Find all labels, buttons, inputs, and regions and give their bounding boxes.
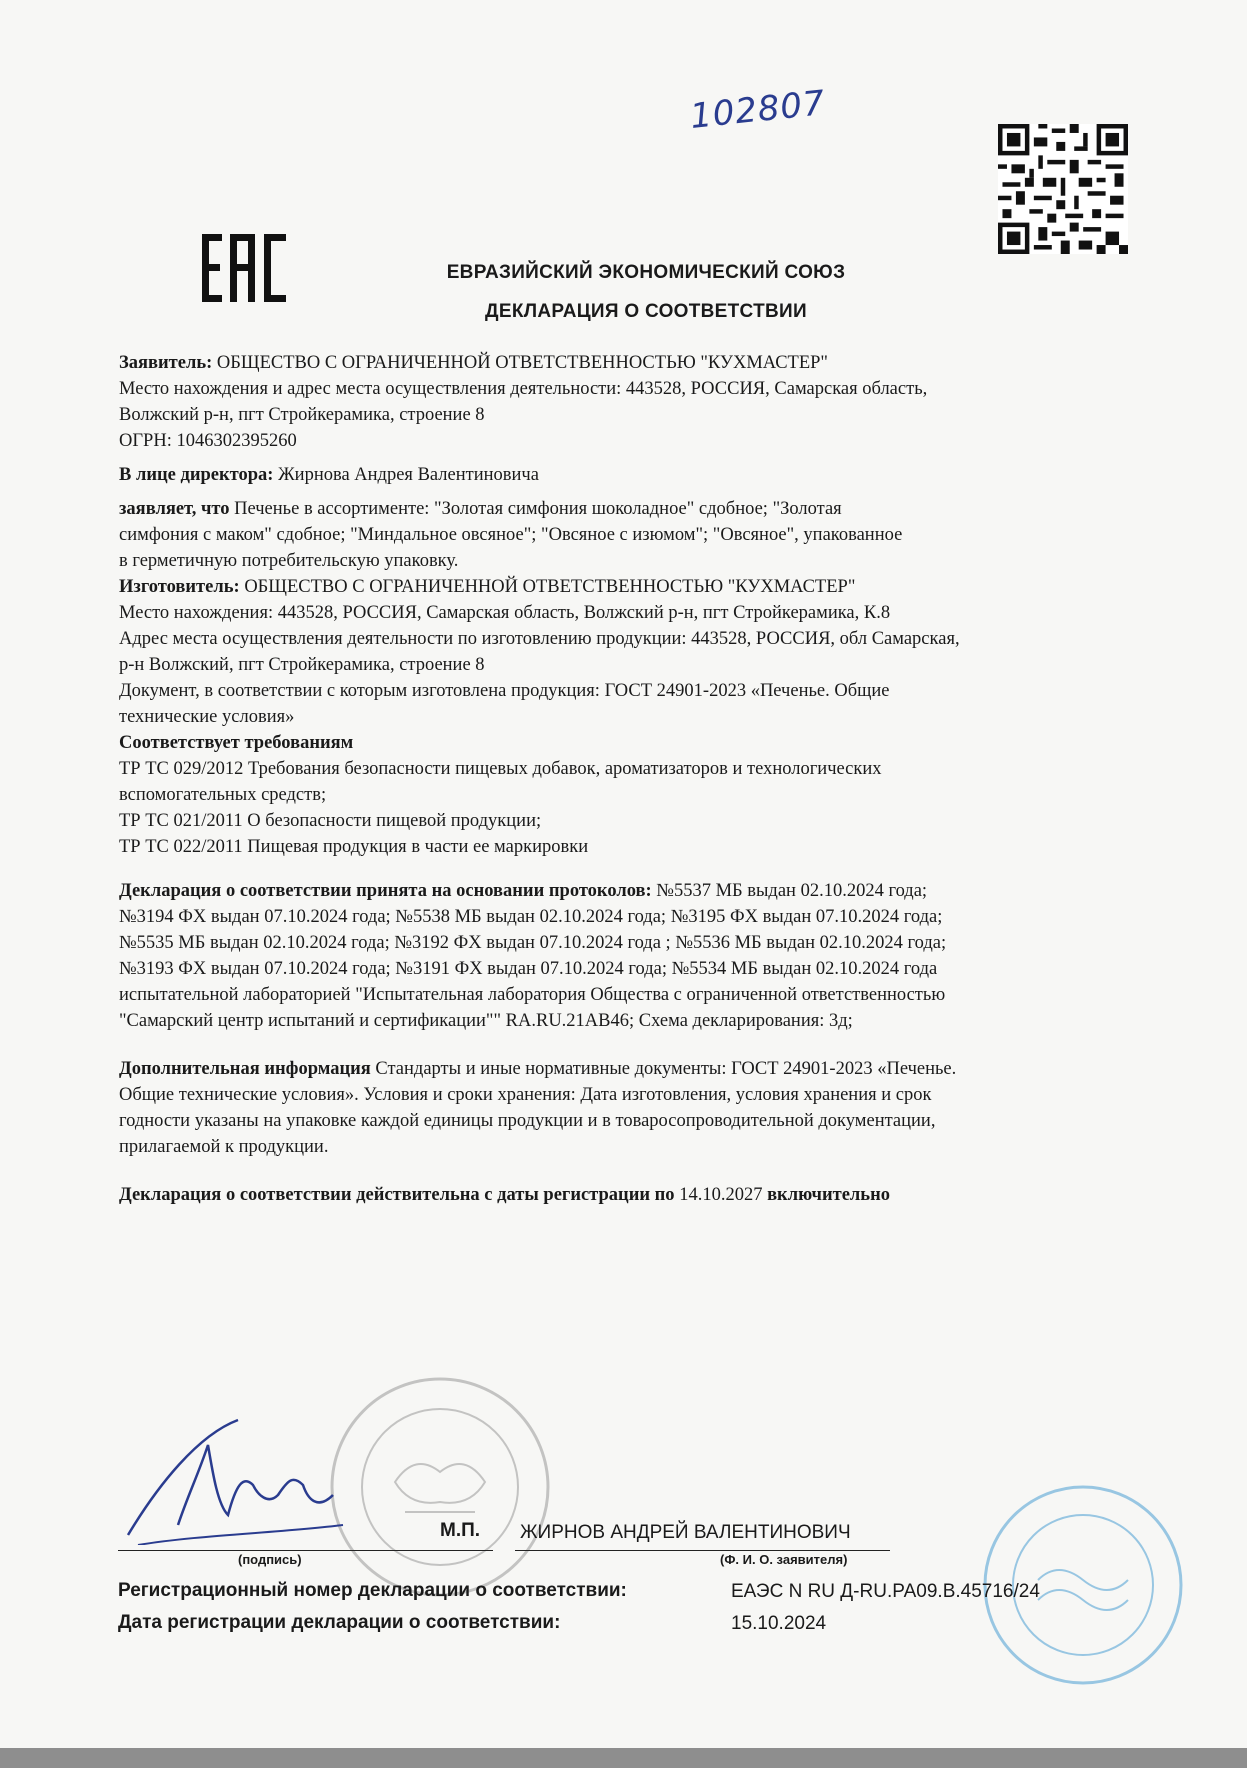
declares-label: заявляет, что (119, 499, 230, 519)
validity-date: 14.10.2027 (679, 1185, 763, 1205)
manufacturer-name: ОБЩЕСТВО С ОГРАНИЧЕННОЙ ОТВЕТСТВЕННОСТЬЮ "КУХМАСТЕР" (244, 577, 856, 597)
scan-edge (0, 1748, 1247, 1768)
validity-line (119, 1182, 1099, 1208)
additional-line-2: Общие технические условия». Условия и сроки хранения: Дата изготовления, условия хранения и срок (119, 1085, 932, 1105)
registration-number-value: ЕАЭС N RU Д-RU.РА09.В.45716/24 (731, 1581, 1040, 1602)
handwritten-number: 102807 (688, 83, 828, 137)
director-label: В лице директора: (119, 465, 274, 485)
registration-number-label: Регистрационный номер декларации о соответствии: (118, 1580, 627, 1601)
additional-line-4: прилагаемой к продукции. (119, 1137, 329, 1157)
declaration-body (119, 350, 1099, 1208)
requirements-heading-text: Соответствует требованиям (119, 733, 354, 753)
signature-block (0, 1380, 1247, 1760)
director-line (119, 462, 1099, 488)
signature-line (118, 1550, 493, 1551)
seal-place-label: М.П. (440, 1520, 481, 1541)
manufacturer-activity-2: р-н Волжский, пгт Стройкерамика, строение 8 (119, 655, 485, 675)
requirement-item: вспомогательных средств; (119, 785, 327, 805)
name-line (515, 1550, 890, 1551)
requirement-item: ТР ТС 029/2012 Требования безопасности пищевых добавок, ароматизаторов и технологических (119, 759, 882, 779)
requirements-heading (119, 730, 1099, 756)
applicant-full-name: ЖИРНОВ АНДРЕЙ ВАЛЕНТИНОВИЧ (520, 1522, 851, 1543)
declares-line-1 (119, 496, 1099, 522)
manufacturer-activity-1: Адрес места осуществления деятельности по изготовлению продукции: 443528, РОССИЯ, обл Самарская, (119, 629, 960, 649)
applicant-ogrn: ОГРН: 1046302395260 (119, 431, 297, 451)
registration-date-label: Дата регистрации декларации о соответствии: (118, 1612, 561, 1633)
declares-line-3: в герметичную потребительскую упаковку. (119, 551, 459, 571)
validity-label: Декларация о соответствии действительна с даты регистрации по (119, 1185, 675, 1205)
signature-caption: (подпись) (238, 1552, 302, 1567)
additional-label: Дополнительная информация (119, 1059, 371, 1079)
protocols-label: Декларация о соответствии принята на основании протоколов: (119, 881, 652, 901)
validity-suffix: включительно (767, 1185, 890, 1205)
protocols-line-3: №5535 МБ выдан 02.10.2024 года; №3192 ФХ выдан 07.10.2024 года ; №5536 МБ выдан 02.10.2024 года; (119, 933, 947, 953)
manufacturer-label: Изготовитель: (119, 577, 240, 597)
protocols-line-1 (119, 878, 1099, 904)
company-stamp-icon (325, 1372, 555, 1602)
manufacturer-doc-1: Документ, в соответствии с которым изготовлена продукция: ГОСТ 24901-2023 «Печенье. Общие (119, 681, 890, 701)
protocols-text-1: №5537 МБ выдан 02.10.2024 года; (656, 881, 928, 901)
declares-line-2: симфония с маком" сдобное; "Миндальное овсяное"; "Овсяное с изюмом"; "Овсяное", упакованное (119, 525, 903, 545)
applicant-name: ОБЩЕСТВО С ОГРАНИЧЕННОЙ ОТВЕТСТВЕННОСТЬЮ "КУХМАСТЕР" (216, 353, 828, 373)
eac-logo-icon (200, 232, 288, 304)
qr-code (998, 124, 1128, 254)
declares-text-1: Печенье в ассортименте: "Золотая симфония шоколадное" сдобное; "Золотая (234, 499, 842, 519)
name-caption: (Ф. И. О. заявителя) (720, 1552, 848, 1567)
applicant-address-2: Волжский р-н, пгт Стройкерамика, строение 8 (119, 405, 485, 425)
manufacturer-line (119, 574, 1099, 600)
manufacturer-location: Место нахождения: 443528, РОССИЯ, Самарская область, Волжский р-н, пгт Стройкерамика, К.8 (119, 603, 891, 623)
applicant-label: Заявитель: (119, 353, 213, 373)
additional-line-1 (119, 1056, 1099, 1082)
protocols-line-2: №3194 ФХ выдан 07.10.2024 года; №5538 МБ выдан 02.10.2024 года; №3195 ФХ выдан 07.10.2024 года; (119, 907, 943, 927)
additional-line-3: годности указаны на упаковке каждой единицы продукции и в товаросопроводительной документации, (119, 1111, 936, 1131)
additional-text-1: Стандарты и иные нормативные документы: ГОСТ 24901-2023 «Печенье. (375, 1059, 957, 1079)
requirement-item: ТР ТС 022/2011 Пищевая продукция в части ее маркировки (119, 837, 589, 857)
director-name: Жирнова Андрея Валентиновича (278, 465, 539, 485)
document-title: ДЕКЛАРАЦИЯ О СООТВЕТСТВИИ (485, 301, 807, 322)
requirement-item: ТР ТС 021/2011 О безопасности пищевой продукции; (119, 811, 542, 831)
applicant-address-1: Место нахождения и адрес места осуществления деятельности: 443528, РОССИЯ, Самарская область, (119, 379, 928, 399)
protocols-line-4: №3193 ФХ выдан 07.10.2024 года; №3191 ФХ выдан 07.10.2024 года; №5534 МБ выдан 02.10.2024 года (119, 959, 938, 979)
manufacturer-doc-2: технические условия» (119, 707, 295, 727)
protocols-line-6: "Самарский центр испытаний и сертификации"" RA.RU.21АВ46; Схема декларирования: 3д; (119, 1011, 853, 1031)
protocols-line-5: испытательной лабораторией "Испытательная лаборатория Общества с ограниченной ответственностью (119, 985, 946, 1005)
applicant-line (119, 350, 1099, 376)
registration-date-value: 15.10.2024 (731, 1613, 827, 1634)
union-heading: ЕВРАЗИЙСКИЙ ЭКОНОМИЧЕСКИЙ СОЮЗ (446, 262, 846, 283)
handwritten-signature (118, 1415, 348, 1545)
